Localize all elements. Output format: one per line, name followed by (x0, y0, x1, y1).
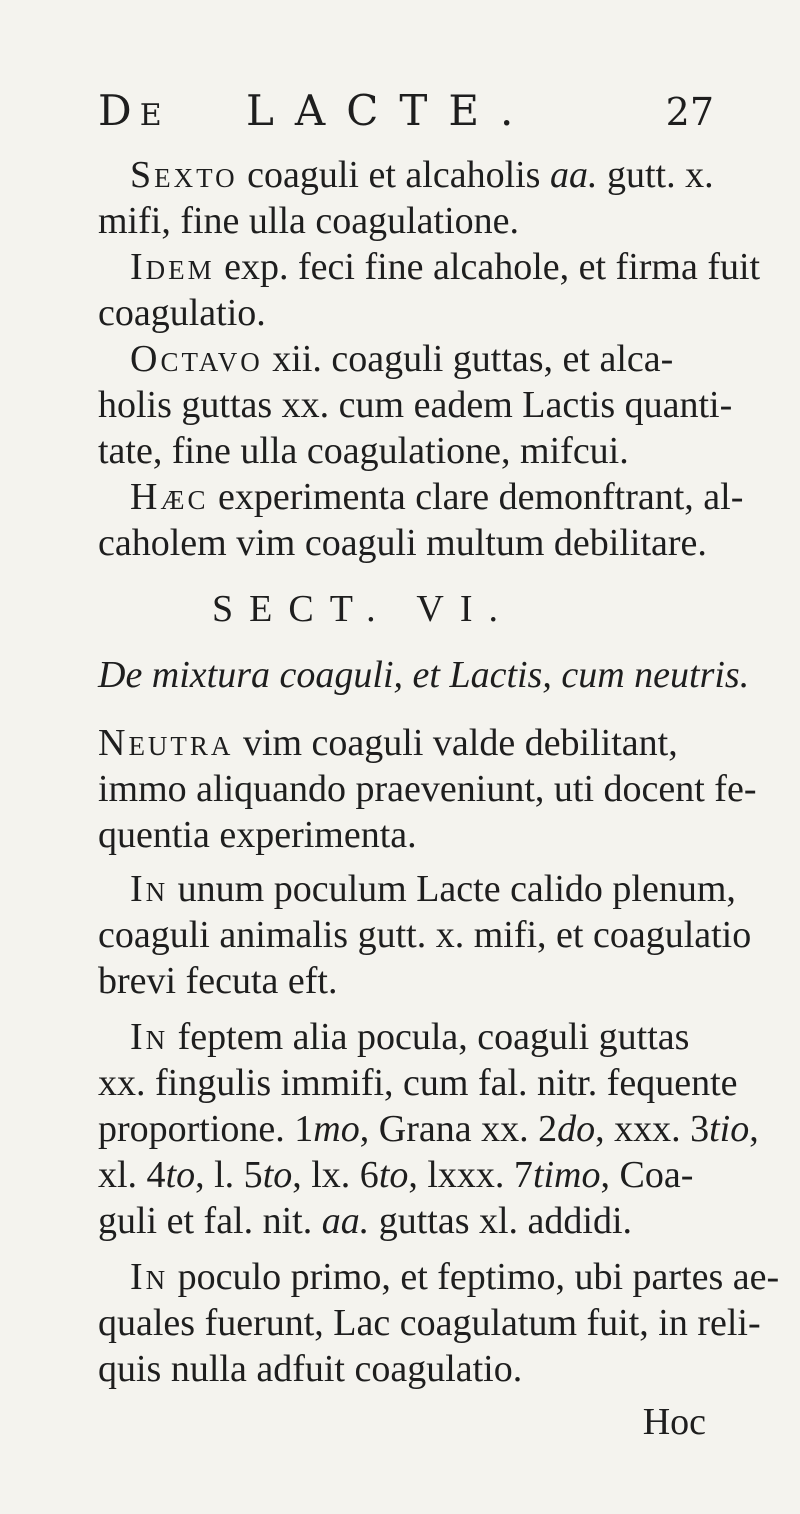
italic-span: timo (532, 1154, 601, 1196)
lead-word: In (130, 1016, 169, 1058)
header-de-initial: D (98, 86, 140, 135)
text-line (130, 474, 743, 520)
italic-span: to (378, 1154, 409, 1196)
text-span: vim coaguli valde debilitant, (233, 722, 678, 764)
text-line (98, 1152, 693, 1198)
lead-word: In (130, 1256, 169, 1298)
text-line: brevi fecuta eft. (98, 960, 338, 1002)
text-span: coaguli et alcaholis (237, 154, 550, 196)
text-line: caholem vim coaguli multum debilitare. (98, 522, 707, 564)
subtitle-part: De mixtura coaguli (98, 654, 394, 696)
italic-span: to (165, 1154, 196, 1196)
lead-word: In (130, 868, 169, 910)
text-span: , xxx. 3 (595, 1108, 710, 1150)
header-de (98, 86, 170, 135)
italic-span: tio (709, 1108, 750, 1150)
section-subtitle (98, 652, 749, 698)
text-line: holis guttas xx. cum eadem Lactis quanti- (98, 384, 733, 426)
lead-word: Neutra (98, 722, 234, 764)
lead-word: Hæc (130, 476, 209, 518)
text-span: guli et fal. nit. (98, 1200, 322, 1242)
text-line: coaguli animalis gutt. x. mifi, et coagulatio (98, 914, 752, 956)
text-line: quentia experimenta. (98, 814, 417, 856)
italic-span: to (262, 1154, 293, 1196)
text-line: quis nulla adfuit coagulatio. (98, 1348, 523, 1390)
text-line (98, 1198, 632, 1244)
catchword: Hoc (642, 1401, 706, 1443)
text-line (130, 244, 760, 290)
running-header (98, 86, 718, 136)
text-span: guttas xl. addidi. (369, 1200, 633, 1242)
italic-span: mo (313, 1108, 360, 1150)
text-line: xx. fingulis immifi, cum fal. nitr. fequente (98, 1062, 738, 1104)
text-line: mifi, fine ulla coagulatione. (98, 200, 520, 242)
text-span: , l. 5 (195, 1154, 263, 1196)
italic-span: aa. (321, 1200, 370, 1242)
lead-word: Sexto (130, 154, 238, 196)
subtitle-part: , (393, 654, 413, 696)
text-line (98, 720, 678, 766)
text-line: immo aliquando praeveniunt, uti docent fe- (98, 768, 757, 810)
italic-span: do (557, 1108, 596, 1150)
text-span: , lx. 6 (292, 1154, 379, 1196)
text-span: feptem alia pocula, coaguli guttas (168, 1016, 690, 1058)
text-line (130, 1254, 779, 1300)
text-line (130, 336, 673, 382)
text-span: , (749, 1108, 759, 1150)
subtitle-part: et Lactis, cum neutris. (412, 654, 750, 696)
text-span: , Coa- (600, 1154, 694, 1196)
text-span: , Grana xx. 2 (359, 1108, 558, 1150)
lead-word: Idem (130, 246, 215, 288)
text-line: quales fuerunt, Lac coagulatum fuit, in reli- (98, 1302, 761, 1344)
text-line: tate, fine ulla coagulatione, mifcui. (98, 430, 629, 472)
text-span: experimenta clare demonftrant, al- (208, 476, 744, 518)
text-span: proportione. 1 (98, 1108, 314, 1150)
section-heading: SECT. VI. (212, 588, 514, 630)
text-line (130, 866, 736, 912)
text-span: xii. coaguli guttas, et alca- (262, 338, 674, 380)
text-span: exp. feci fine alcahole, et firma fuit (214, 246, 761, 288)
text-line (130, 152, 714, 198)
text-span: poculo primo, et feptimo, ubi partes ae- (168, 1256, 780, 1298)
lead-word: Octavo (130, 338, 263, 380)
text-span: xl. 4 (98, 1154, 166, 1196)
text-span: gutt. x. (597, 154, 714, 196)
header-de-rest: E (139, 98, 170, 133)
text-line (130, 1014, 689, 1060)
text-line: coagulatio. (98, 292, 266, 334)
page-number: 27 (665, 90, 714, 134)
header-title: LACTE. (246, 86, 535, 135)
text-line (98, 1106, 759, 1152)
italic-span: aa. (549, 154, 598, 196)
text-span: , lxxx. 7 (408, 1154, 533, 1196)
text-span: unum poculum Lacte calido plenum, (168, 868, 736, 910)
